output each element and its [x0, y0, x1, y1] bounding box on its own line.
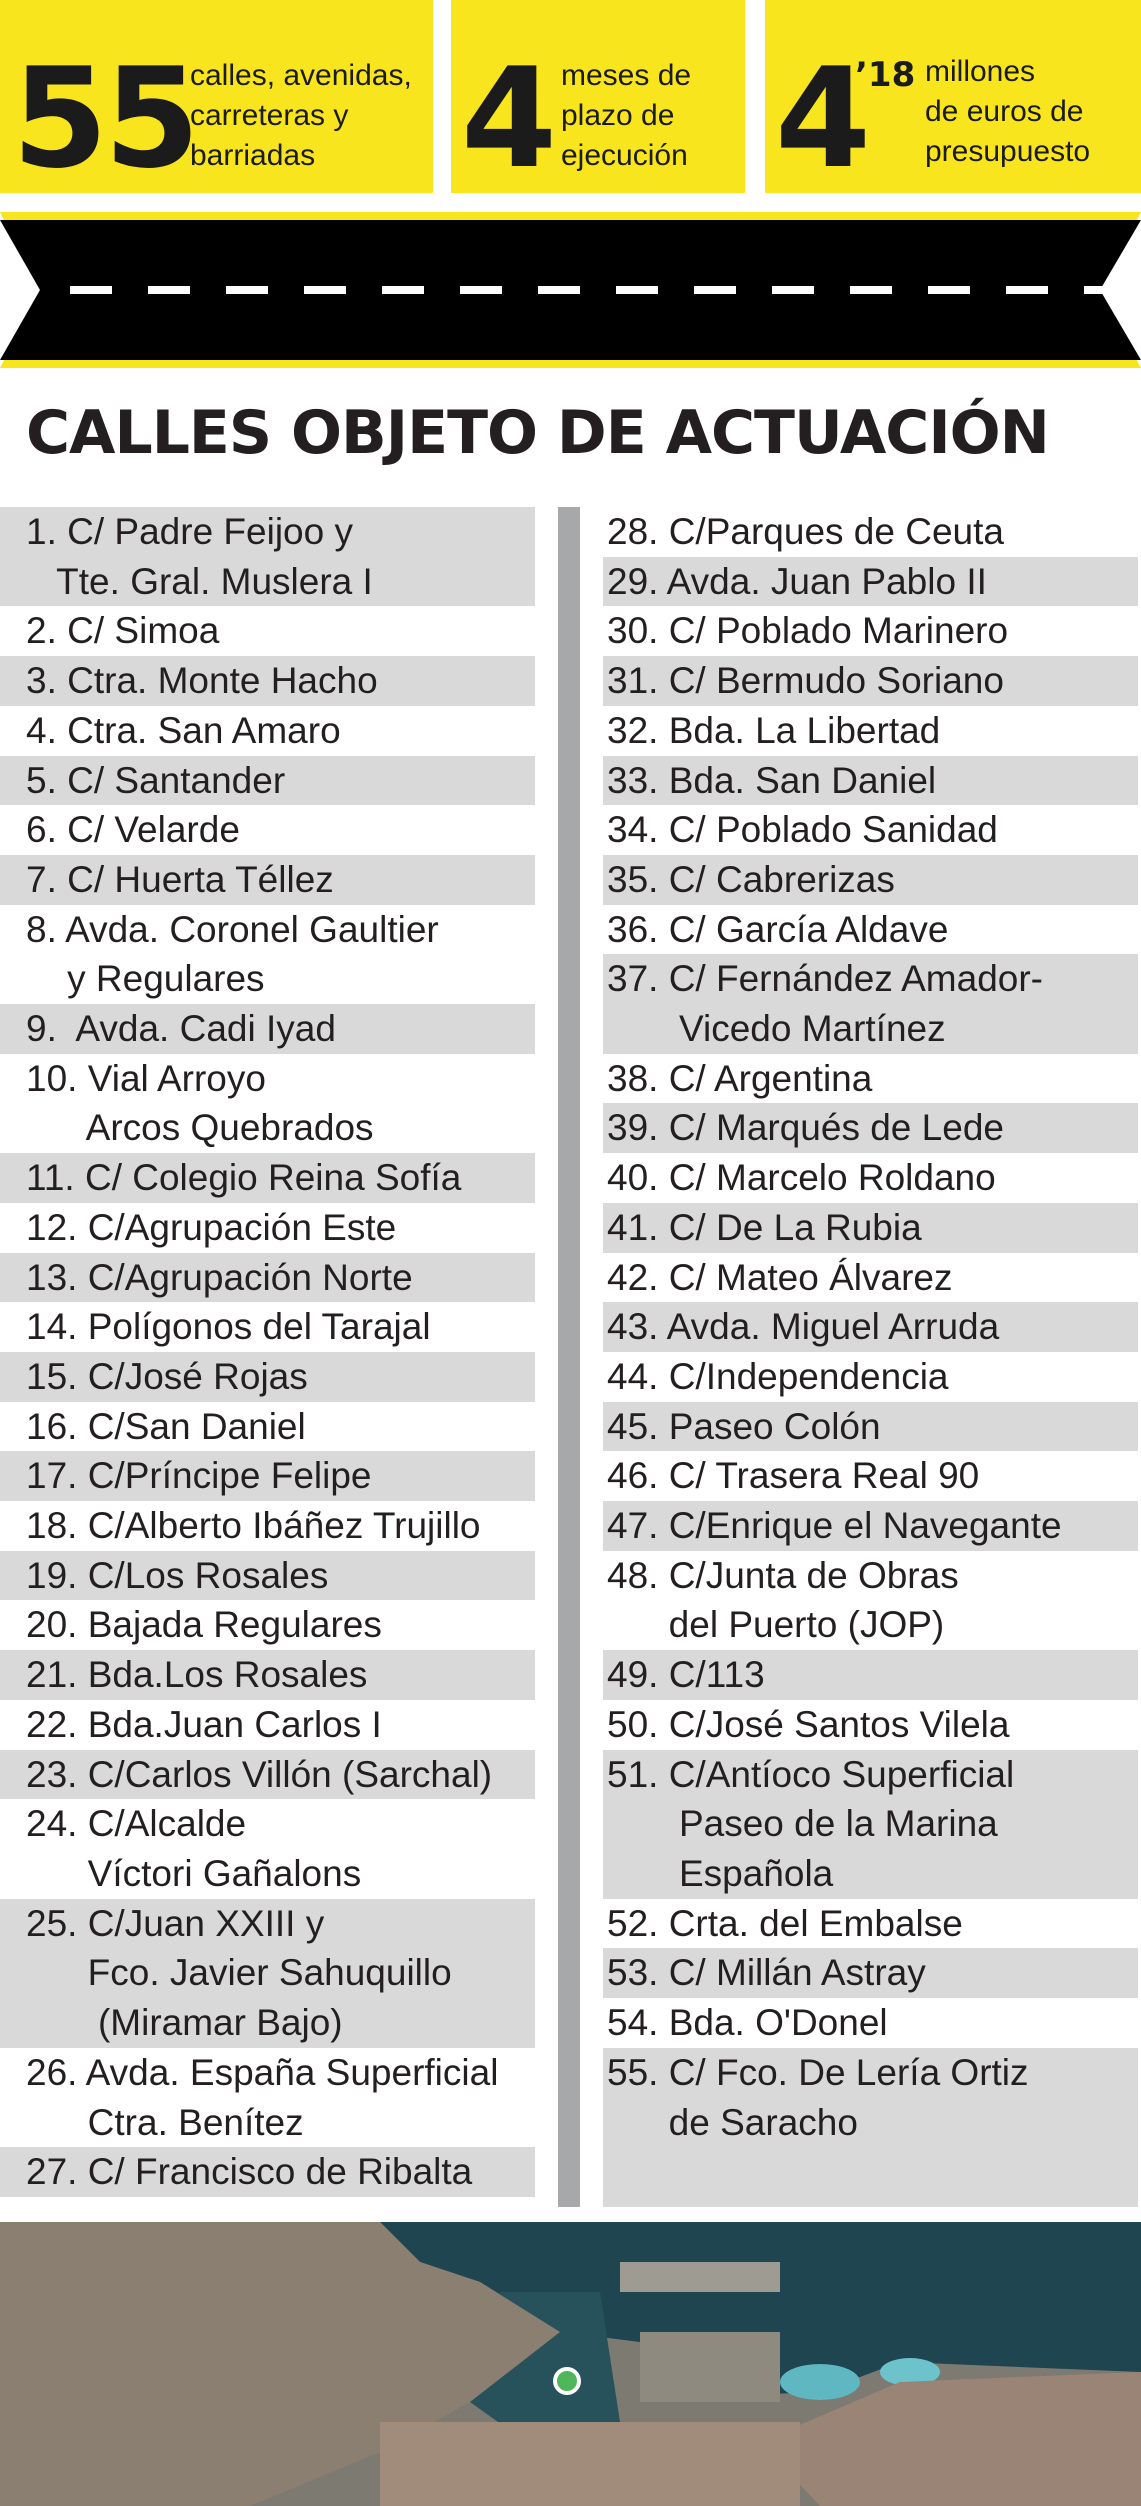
- street-list-item: 32. Bda. La Libertad: [607, 709, 941, 751]
- street-list-item: 11. C/ Colegio Reina Sofía: [0, 1153, 535, 1203]
- street-list-item: 33. Bda. San Daniel: [603, 756, 1138, 806]
- street-list-item: 24. C/Alcalde Víctori Gañalons: [26, 1803, 362, 1894]
- column-divider: [558, 507, 580, 2207]
- street-list-item: 5. C/ Santander: [0, 756, 535, 806]
- road-dash: [304, 286, 346, 294]
- road-dash: [148, 286, 190, 294]
- stat-months-description: meses de plazo de ejecución: [561, 59, 692, 172]
- street-list-item: 3. Ctra. Monte Hacho: [0, 656, 535, 706]
- street-list-item: 6. C/ Velarde: [26, 809, 240, 851]
- street-list-item: 4. Ctra. San Amaro: [26, 709, 341, 751]
- stat-months: [451, 0, 745, 199]
- street-list-item: 37. C/ Fernández Amador- Vicedo Martínez: [603, 954, 1138, 1053]
- street-list-item: 27. C/ Francisco de Ribalta: [0, 2147, 535, 2197]
- street-list-item: 18. C/Alberto Ibáñez Trujillo: [26, 1505, 481, 1547]
- street-list-item: 21. Bda.Los Rosales: [0, 1650, 535, 1700]
- street-list-item: 43. Avda. Miguel Arruda: [603, 1302, 1138, 1352]
- street-list-item: 35. C/ Cabrerizas: [603, 855, 1138, 905]
- street-list-item: 7. C/ Huerta Téllez: [0, 855, 535, 905]
- street-list-item: 36. C/ García Aldave: [607, 908, 949, 950]
- street-list-item: 47. C/Enrique el Navegante: [603, 1501, 1138, 1551]
- stat-budget-superscript: ’18: [855, 55, 916, 95]
- street-list-item: 48. C/Junta de Obras del Puerto (JOP): [607, 1554, 959, 1646]
- street-list-item: 50. C/José Santos Vilela: [607, 1703, 1010, 1745]
- street-list-item: 25. C/Juan XXIII y Fco. Javier Sahuquillo (Miramar Bajo): [0, 1899, 535, 2048]
- street-list-item: 19. C/Los Rosales: [0, 1551, 535, 1601]
- street-list-item: 38. C/ Argentina: [607, 1057, 873, 1099]
- road-dash: [694, 286, 736, 294]
- street-list-item: 20. Bajada Regulares: [26, 1604, 382, 1646]
- street-list-item: 28. C/Parques de Ceuta: [607, 511, 1004, 552]
- street-list-item: 13. C/Agrupación Norte: [0, 1253, 535, 1303]
- street-list-item: 53. C/ Millán Astray: [603, 1948, 1138, 1998]
- street-list-item: 9. Avda. Cadi Iyad: [0, 1004, 535, 1054]
- road-dash: [850, 286, 892, 294]
- stat-budget: [765, 0, 1141, 199]
- road-dash: [928, 286, 970, 294]
- street-list-item: 46. C/ Trasera Real 90: [607, 1455, 980, 1497]
- street-list-item: 52. Crta. del Embalse: [607, 1902, 963, 1944]
- street-list-item: 41. C/ De La Rubia: [603, 1203, 1138, 1253]
- street-list-item: 15. C/José Rojas: [0, 1352, 535, 1402]
- road-dash: [616, 286, 658, 294]
- road-dash: [772, 286, 814, 294]
- stat-budget-description: millones de euros de presupuesto: [925, 55, 1091, 168]
- street-list-item: 49. C/113: [603, 1650, 1138, 1700]
- street-list-item: 12. C/Agrupación Este: [26, 1206, 397, 1248]
- road-dash: [382, 286, 424, 294]
- street-list-item: 42. C/ Mateo Álvarez: [607, 1256, 953, 1298]
- streets-list-right: [603, 507, 1138, 2147]
- street-list-item: 31. C/ Bermudo Soriano: [603, 656, 1138, 706]
- street-list-item: 55. C/ Fco. De Lería Ortiz de Saracho: [603, 2048, 1138, 2147]
- street-list-item: 8. Avda. Coronel Gaultier y Regulares: [26, 908, 439, 1000]
- page-title: CALLES OBJETO DE ACTUACIÓN: [26, 398, 1049, 468]
- road-dash: [70, 286, 112, 294]
- road-dash: [538, 286, 580, 294]
- aerial-photo: [0, 2222, 1141, 2506]
- street-list-item: 23. C/Carlos Villón (Sarchal): [0, 1750, 535, 1800]
- stat-budget-number: 4: [775, 38, 868, 199]
- street-list-item: 22. Bda.Juan Carlos I: [26, 1703, 382, 1745]
- street-list-item: 1. C/ Padre Feijoo y Tte. Gral. Muslera I: [0, 507, 535, 606]
- street-list-item: 2. C/ Simoa: [26, 610, 220, 652]
- streets-list-left: [0, 507, 535, 2197]
- street-list-item: 30. C/ Poblado Marinero: [607, 610, 1009, 652]
- street-list-item: 39. C/ Marqués de Lede: [603, 1103, 1138, 1153]
- street-list-item: 44. C/Independencia: [607, 1355, 949, 1397]
- street-list-item: 45. Paseo Colón: [603, 1402, 1138, 1452]
- road-dash: [226, 286, 268, 294]
- road-dash: [1006, 286, 1048, 294]
- street-list-item: 16. C/San Daniel: [26, 1405, 306, 1447]
- road-illustration: [0, 200, 1141, 380]
- street-list-item: 10. Vial Arroyo Arcos Quebrados: [26, 1057, 374, 1149]
- street-list-item: 34. C/ Poblado Sanidad: [607, 809, 998, 851]
- stat-months-number: 4: [461, 38, 554, 199]
- street-list-item: 29. Avda. Juan Pablo II: [603, 557, 1138, 607]
- stat-streets: [0, 0, 433, 199]
- road-dash: [1084, 286, 1126, 294]
- stat-streets-description: calles, avenidas, carreteras y barriadas: [190, 59, 412, 172]
- street-list-item: 40. C/ Marcelo Roldano: [607, 1157, 996, 1199]
- stat-streets-number: 55: [12, 38, 197, 199]
- road-dash: [460, 286, 502, 294]
- street-list-item: 14. Polígonos del Tarajal: [26, 1306, 431, 1348]
- street-list-item: 54. Bda. O'Donel: [607, 2002, 888, 2044]
- street-list-item: 26. Avda. España Superficial Ctra. Benítez: [26, 2051, 499, 2143]
- street-list-item: 51. C/Antíoco Superficial Paseo de la Marina Española: [603, 1750, 1138, 1899]
- street-list-item: 17. C/Príncipe Felipe: [0, 1451, 535, 1501]
